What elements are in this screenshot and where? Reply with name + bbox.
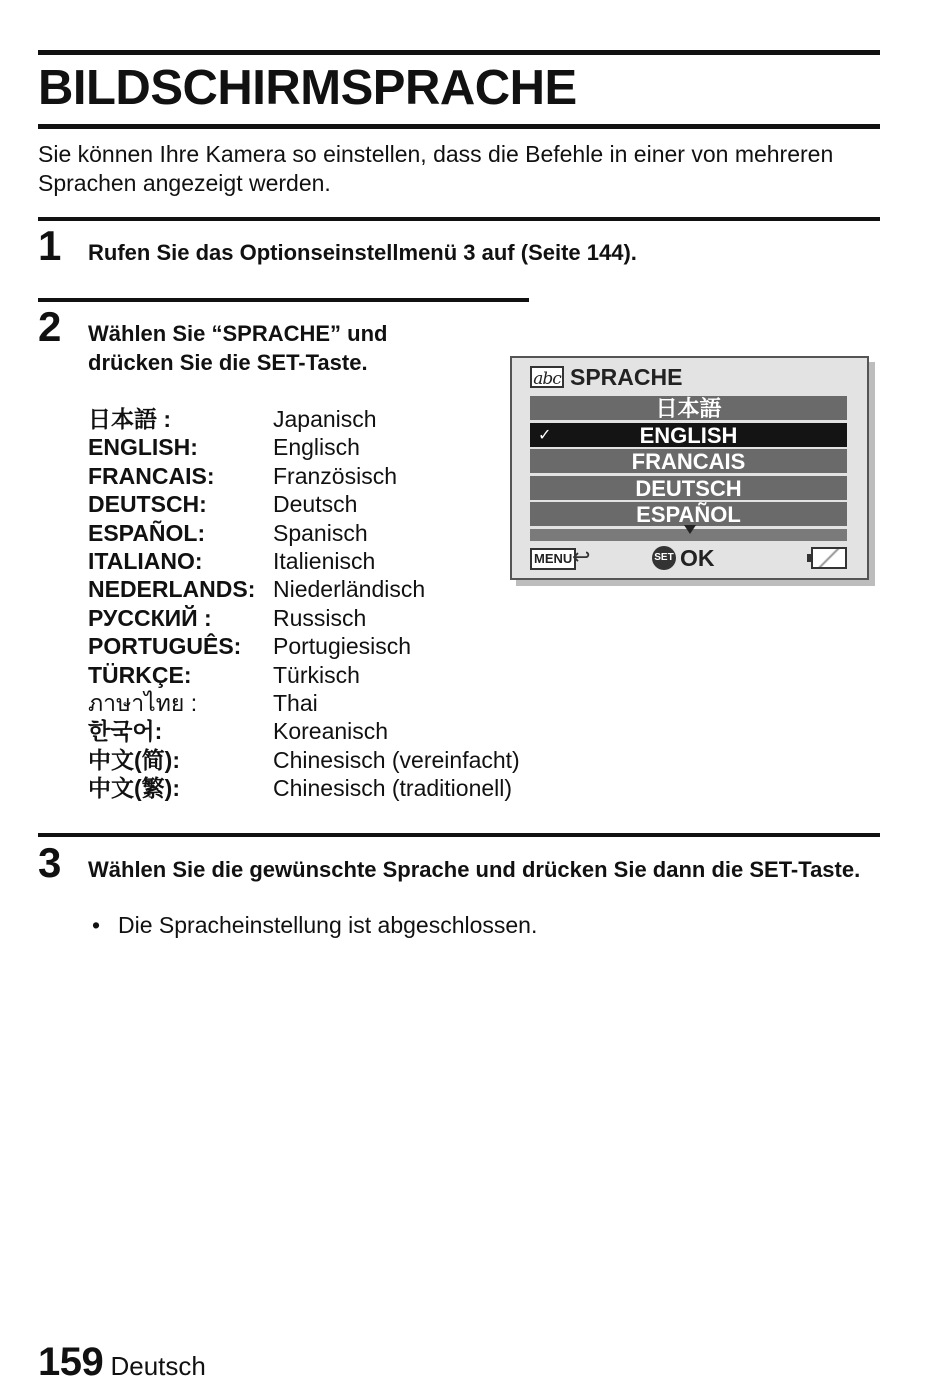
language-name: Italienisch — [273, 547, 376, 574]
title-rule — [38, 124, 880, 129]
step1-number: 1 — [38, 222, 62, 269]
language-code: 中文(繁): — [88, 775, 180, 802]
bullet-text: Die Spracheinstellung ist abgeschlossen. — [118, 912, 538, 938]
screen-title: SPRACHE — [570, 363, 683, 390]
language-code: ENGLISH: — [88, 434, 198, 461]
language-code: ESPAÑOL: — [88, 519, 206, 546]
screen-footer — [530, 546, 847, 572]
check-icon: ✓ — [538, 426, 552, 444]
menu-item-francais[interactable]: FRANCAIS — [530, 449, 847, 473]
set-button-icon[interactable]: SET — [652, 546, 676, 570]
language-code: 한국어: — [88, 718, 163, 745]
screen-header — [530, 362, 682, 392]
language-name: Spanisch — [273, 519, 368, 546]
menu-item-label: ENGLISH — [639, 422, 738, 448]
language-abc-icon: abc — [530, 366, 564, 388]
language-name: Chinesisch (traditionell) — [273, 775, 513, 802]
camera-screen — [510, 356, 869, 580]
battery-icon — [811, 547, 847, 569]
menu-button[interactable]: MENU — [530, 548, 576, 570]
step3-rule — [38, 833, 880, 837]
language-name: Chinesisch (vereinfacht) — [273, 746, 520, 773]
footer-language: Deutsch — [110, 1351, 206, 1381]
step1-rule — [38, 217, 880, 221]
language-name: Russisch — [273, 604, 367, 631]
page-title: BILDSCHIRMSPRACHE — [38, 61, 577, 115]
scroll-down-arrow-icon — [684, 525, 696, 534]
step1-text: Rufen Sie das Optionseinstellmenü 3 auf (Seite 144). — [88, 240, 637, 265]
ok-label: OK — [680, 545, 715, 571]
language-code: 日本語 : — [88, 406, 172, 432]
page-number: 159 — [38, 1340, 104, 1384]
top-rule — [38, 50, 880, 55]
menu-item-espanol[interactable]: ESPAÑOL — [530, 502, 847, 526]
page-footer — [38, 1340, 206, 1388]
step3-number: 3 — [38, 839, 62, 886]
return-icon: ↩ — [572, 544, 591, 569]
step2-number: 2 — [38, 303, 62, 350]
language-code: 中文(简): — [88, 746, 180, 773]
language-code: FRANCAIS: — [88, 462, 215, 489]
step3-text: Wählen Sie die gewünschte Sprache und drücken Sie dann die SET-Taste. — [88, 857, 861, 882]
language-name: Türkisch — [273, 661, 360, 688]
menu-item-deutsch[interactable]: DEUTSCH — [530, 476, 847, 500]
menu-item-english[interactable] — [530, 423, 847, 447]
bullet-dot: • — [92, 912, 101, 938]
language-code: TÜRKÇE: — [88, 661, 192, 688]
language-code: ภาษาไทย : — [88, 689, 198, 716]
language-code: DEUTSCH: — [88, 491, 207, 518]
language-code: PORTUGUÊS: — [88, 633, 242, 660]
language-name: Thai — [273, 689, 318, 716]
language-code: NEDERLANDS: — [88, 576, 256, 603]
step3-bullet — [92, 911, 537, 940]
intro-text: Sie können Ihre Kamera so einstellen, dass die Befehle in einer von mehreren Sprachen angezeigt werden. — [38, 141, 834, 196]
step2-rule — [38, 298, 529, 302]
language-name: Portugiesisch — [273, 633, 412, 660]
menu-item-japanese[interactable]: 日本語 — [530, 396, 847, 420]
language-name: Englisch — [273, 434, 360, 461]
language-name: Niederländisch — [273, 576, 426, 603]
step2-text: Wählen Sie “SPRACHE” und drücken Sie die SET-Taste. — [88, 321, 388, 375]
language-code: РУССКИЙ : — [88, 604, 212, 631]
language-name: Japanisch — [273, 406, 377, 432]
language-menu — [530, 396, 847, 541]
language-name: Französisch — [273, 462, 397, 489]
language-name: Koreanisch — [273, 718, 389, 745]
language-code: ITALIANO: — [88, 547, 203, 574]
language-name: Deutsch — [273, 491, 358, 518]
